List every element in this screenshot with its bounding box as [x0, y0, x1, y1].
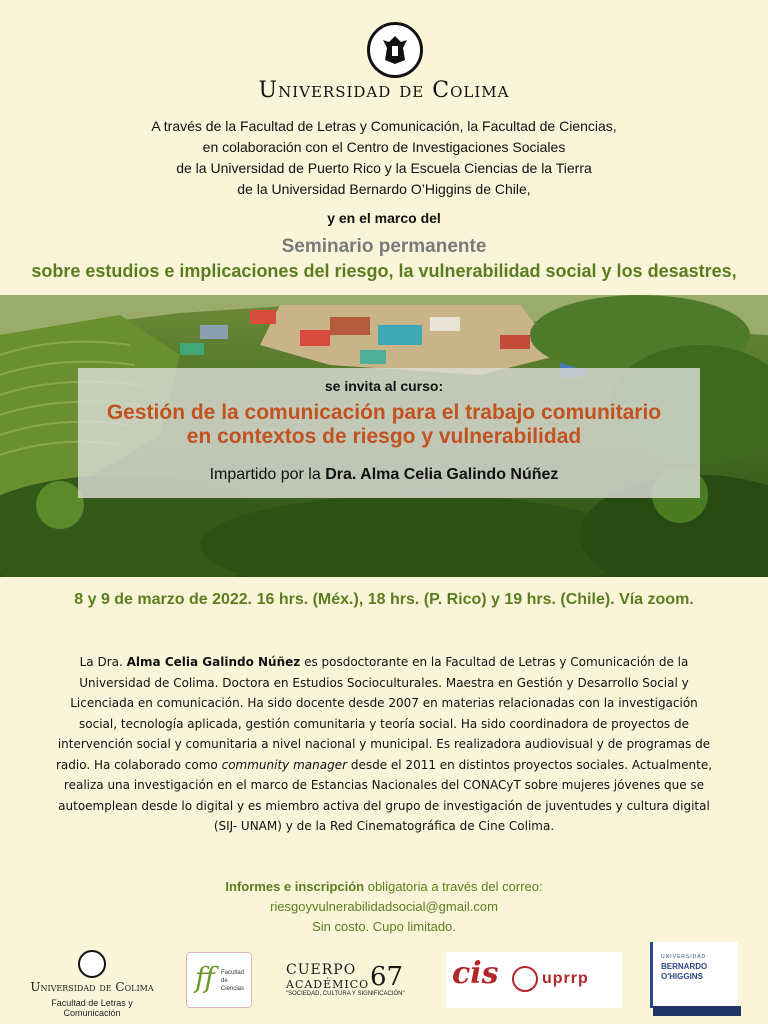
invite-label: se invita al curso: — [324, 378, 444, 394]
cost-note: Sin costo. Cupo limitado. — [312, 919, 456, 934]
cis-uprrp-logo — [446, 952, 622, 1008]
instructor-prefix: Impartido por la — [209, 466, 326, 483]
bio-italic: community manager — [221, 757, 348, 772]
fc-logo-text: Facultad de Ciencias — [221, 970, 245, 992]
intro-line: en colaboración con el Centro de Investigaciones Sociales — [202, 139, 566, 155]
ca-sub: "SOCIEDAD, CULTURA Y SIGNIFICACIÓN" — [286, 991, 405, 997]
bio-text: La Dra. — [79, 655, 127, 669]
bio-text: desde el 2011 en distintos proyectos sociales. Actualmente, realiza una investigación en el marco de Estancias Nacionales del CONACyT sobre mujeres jóvenes que se autoemplean desde lo digital y es miembro activa del grupo de investigación de juventudes y cultura digital (SIJ- UNAM) y de la Red Cinematográfica de Cine Colima. — [58, 757, 713, 833]
cuerpo-academico-logo — [286, 962, 414, 997]
ubo-line2: BERNARDO — [661, 962, 708, 971]
instructor-bio — [50, 652, 718, 837]
informes-bold: Informes e inscripción — [225, 879, 365, 894]
bio-name: Alma Celia Galindo Núñez — [126, 655, 301, 669]
ca-line2: ACADÉMICO — [286, 978, 370, 991]
fc-glyph-icon: ff — [195, 961, 215, 994]
intro-line: de la Universidad Bernardo O’Higgins de Chile, — [237, 181, 531, 197]
informes-block — [0, 877, 768, 937]
event-date: 8 y 9 de marzo de 2022. 16 hrs. (Méx.), 18 hrs. (P. Rico) y 19 hrs. (Chile). Vía zoom. — [74, 591, 694, 608]
upr-seal-icon — [512, 966, 538, 992]
university-seal-logo — [367, 22, 423, 78]
uc-logo-sub: Facultad de Letras y Comunicación — [51, 998, 133, 1018]
informes-line — [0, 877, 768, 897]
ubo-line3: O'HIGGINS — [661, 972, 703, 981]
cis-text: cis — [452, 956, 499, 991]
seminario-subtitle: sobre estudios e implicaciones del riesgo, la vulnerabilidad social y los desastres, — [31, 261, 737, 281]
ubo-footer-bar — [653, 1006, 741, 1016]
intro-line: de la Universidad de Puerto Rico y la Escuela Ciencias de la Tierra — [176, 160, 592, 176]
intro-line: A través de la Facultad de Letras y Comunicación, la Facultad de Ciencias, — [151, 118, 617, 134]
university-title: Universidad de Colima — [258, 78, 510, 103]
ca-number: 67 — [370, 962, 404, 992]
course-title-line2: en contextos de riesgo y vulnerabilidad — [186, 425, 582, 448]
facultad-ciencias-logo — [186, 952, 252, 1008]
uc-logo-name: Universidad de Colima — [30, 980, 154, 994]
ubo-line1: UNIVERSIDAD — [661, 954, 707, 960]
marco-text: y en el marco del — [327, 210, 441, 226]
bio-text: es posdoctorante en la Facultad de Letras y Comunicación de la Universidad de Colima. Doctora en Estudios Socioculturales. Maestra en Gestión y Desarrollo Social y Licenciada en comunicación. Ha sido docente desde 2007 en materias relacionadas con la investigación social, tecnología aplicada, gestión comunitaria y teoría social. Ha sido coordinadora de proyectos de intervención social y comunitaria a nivel nacional y municipal. Es realizadora audiovisual y de programas de radio. Ha colaborado como — [55, 655, 711, 772]
instructor-name: Dra. Alma Celia Galindo Núñez — [325, 466, 559, 483]
ca-line1: CUERPO — [286, 962, 357, 978]
intro-text — [0, 116, 768, 200]
seminario-title: Seminario permanente — [281, 236, 487, 257]
upr-text: uprrp — [542, 970, 589, 987]
universidad-colima-logo — [22, 950, 162, 1018]
course-title-line1: Gestión de la comunicación para el trabajo comunitario — [106, 401, 662, 424]
instructor-line — [0, 466, 768, 484]
logos-footer — [0, 940, 768, 1020]
contact-email[interactable]: riesgoyvulnerabilidadsocial@gmail.com — [270, 899, 498, 914]
ubo-logo — [650, 942, 738, 1008]
course-title — [0, 401, 768, 449]
mini-seal-icon — [78, 950, 106, 978]
informes-rest: obligatoria a través del correo: — [364, 879, 543, 894]
